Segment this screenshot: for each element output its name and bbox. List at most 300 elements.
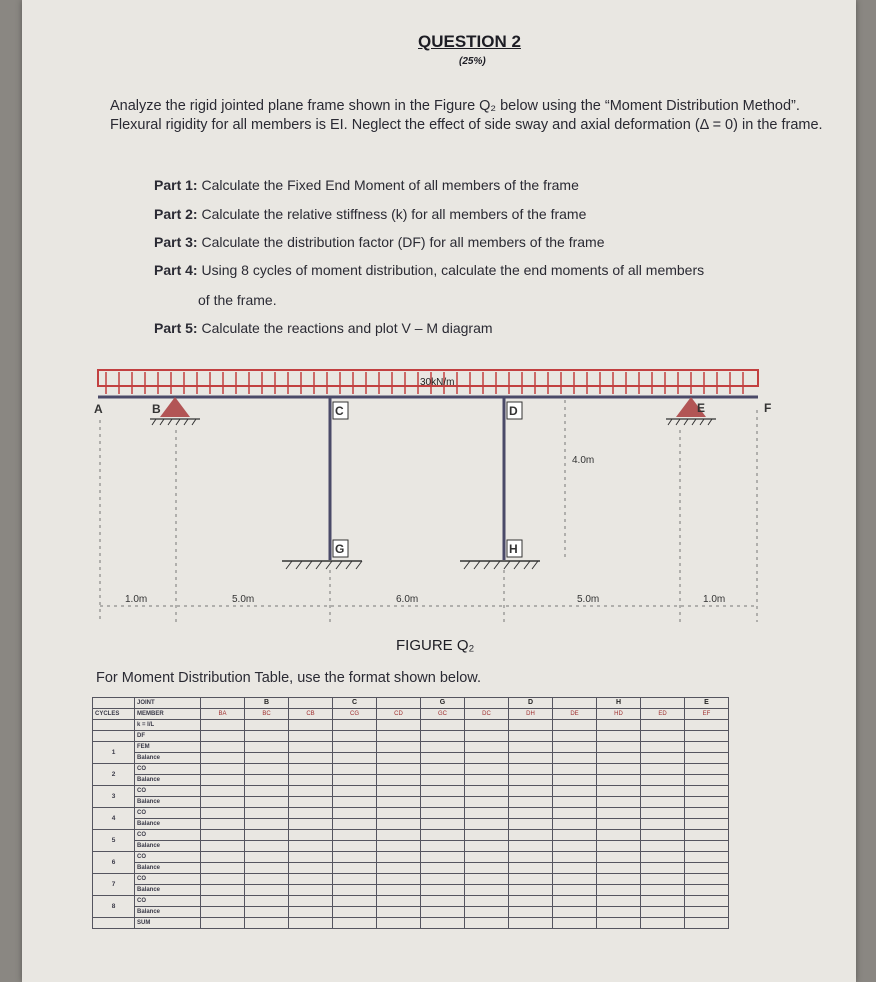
table-cell <box>685 731 729 742</box>
table-cell <box>245 731 289 742</box>
table-cell <box>509 797 553 808</box>
table-cell <box>421 918 465 929</box>
table-cell <box>509 830 553 841</box>
span-label-EF: 1.0m <box>703 594 726 605</box>
table-row-df <box>93 731 729 742</box>
table-cell <box>201 863 245 874</box>
table-row-co <box>93 808 729 819</box>
table-cell <box>201 775 245 786</box>
table-cell <box>201 896 245 907</box>
table-row-balance <box>93 775 729 786</box>
co-label: CO <box>135 874 201 885</box>
part-2-text: Calculate the relative stiffness (k) for all members of the frame <box>197 206 587 222</box>
table-cell <box>333 720 377 731</box>
load-label: 30kN/m <box>420 377 455 388</box>
table-cell <box>597 764 641 775</box>
table-cell <box>333 863 377 874</box>
table-cell <box>201 753 245 764</box>
table-cell <box>201 742 245 753</box>
table-cell <box>465 830 509 841</box>
table-cell <box>685 808 729 819</box>
table-cell <box>245 775 289 786</box>
table-cell <box>377 874 421 885</box>
table-cell <box>245 797 289 808</box>
node-label-D: D <box>509 404 518 418</box>
table-cell <box>641 753 685 764</box>
table-cell <box>333 907 377 918</box>
table-cell <box>641 797 685 808</box>
balance-label: Balance <box>135 775 201 786</box>
table-cell <box>685 742 729 753</box>
table-cell <box>465 775 509 786</box>
table-cell <box>509 786 553 797</box>
table-cell <box>553 841 597 852</box>
table-cell <box>465 720 509 731</box>
part-1-label: Part 1: <box>154 177 198 193</box>
table-cell <box>333 775 377 786</box>
part-2-label: Part 2: <box>154 206 198 222</box>
table-cell <box>333 918 377 929</box>
table-cell <box>641 896 685 907</box>
table-cell <box>245 874 289 885</box>
balance-label: Balance <box>135 885 201 896</box>
table-cell <box>685 841 729 852</box>
table-cell <box>597 797 641 808</box>
table-cell <box>333 852 377 863</box>
table-cell <box>597 786 641 797</box>
table-cell <box>421 753 465 764</box>
table-cell <box>509 896 553 907</box>
table-cell <box>289 753 333 764</box>
member-cell: DE <box>553 709 597 720</box>
k-label: k = I/L <box>135 720 201 731</box>
table-cell <box>289 874 333 885</box>
balance-label: Balance <box>135 863 201 874</box>
table-cell <box>245 819 289 830</box>
table-cell <box>289 841 333 852</box>
table-cell <box>421 808 465 819</box>
question-marks: (25%) <box>459 56 486 67</box>
table-cell <box>289 819 333 830</box>
balance-label: Balance <box>135 797 201 808</box>
table-cell <box>201 797 245 808</box>
distributed-load <box>98 370 758 394</box>
table-cell <box>641 907 685 918</box>
node-label-F: F <box>764 401 772 415</box>
table-cell <box>685 786 729 797</box>
co-label: CO <box>135 830 201 841</box>
table-cell <box>553 698 597 709</box>
dimension-guides <box>100 400 757 622</box>
table-cell <box>465 863 509 874</box>
table-cell <box>641 841 685 852</box>
table-cell <box>421 907 465 918</box>
table-cell <box>641 720 685 731</box>
table-row-co <box>93 786 729 797</box>
table-row-sum <box>93 918 729 929</box>
table-cell <box>509 753 553 764</box>
table-cell <box>289 698 333 709</box>
table-cell <box>421 863 465 874</box>
table-cell <box>93 918 135 929</box>
table-cell <box>685 830 729 841</box>
table-cell <box>465 808 509 819</box>
table-cell <box>685 797 729 808</box>
table-cell <box>377 819 421 830</box>
cycle-number: 8 <box>93 896 135 918</box>
intro-paragraph: Analyze the rigid jointed plane frame shown in the Figure Q₂ below using the “Moment Distribution Method”. Flexural rigidity for all members is EI. Neglect the effect of side sway and axial deformation (Δ = 0) in the frame. <box>110 98 823 133</box>
member-cell: BC <box>245 709 289 720</box>
member-cell: CB <box>289 709 333 720</box>
table-cell <box>597 852 641 863</box>
table-cell <box>509 731 553 742</box>
table-cell <box>685 852 729 863</box>
table-cell <box>465 841 509 852</box>
table-cell <box>685 753 729 764</box>
joint-cell: G <box>421 698 465 709</box>
table-cell <box>289 863 333 874</box>
table-cell <box>201 830 245 841</box>
table-cell <box>421 896 465 907</box>
table-cell <box>641 764 685 775</box>
span-label-DE: 5.0m <box>577 594 600 605</box>
cycles-header-blank <box>93 698 135 709</box>
table-cell <box>377 907 421 918</box>
table-cell <box>641 885 685 896</box>
table-cell <box>289 852 333 863</box>
table-cell <box>641 874 685 885</box>
table-cell <box>201 885 245 896</box>
table-cell <box>553 907 597 918</box>
table-cell <box>553 830 597 841</box>
table-cell <box>201 819 245 830</box>
table-cell <box>597 918 641 929</box>
table-cell <box>421 830 465 841</box>
table-cell <box>377 808 421 819</box>
table-cell <box>289 786 333 797</box>
table-cell <box>685 819 729 830</box>
table-cell <box>465 753 509 764</box>
table-cell <box>245 907 289 918</box>
table-cell <box>333 764 377 775</box>
part-1-text: Calculate the Fixed End Moment of all members of the frame <box>197 177 579 193</box>
table-cell <box>509 764 553 775</box>
table-cell <box>465 731 509 742</box>
member-cell: ED <box>641 709 685 720</box>
table-cell <box>597 731 641 742</box>
table-cell <box>641 830 685 841</box>
table-cell <box>685 907 729 918</box>
node-label-E: E <box>697 401 706 415</box>
table-cell <box>465 852 509 863</box>
table-cell <box>377 764 421 775</box>
table-cell <box>201 731 245 742</box>
table-cell <box>289 885 333 896</box>
table-cell <box>509 852 553 863</box>
span-label-BC: 5.0m <box>232 594 255 605</box>
node-label-A: A <box>94 402 103 416</box>
table-cell <box>597 874 641 885</box>
table-cell <box>553 918 597 929</box>
member-cell: HD <box>597 709 641 720</box>
table-cell <box>553 852 597 863</box>
table-cell <box>685 775 729 786</box>
table-cell <box>421 797 465 808</box>
table-cell <box>333 808 377 819</box>
table-row-k <box>93 720 729 731</box>
table-cell <box>245 808 289 819</box>
part-4-text: Using 8 cycles of moment distribution, calculate the end moments of all members <box>197 262 705 278</box>
table-cell <box>289 907 333 918</box>
table-note: For Moment Distribution Table, use the format shown below. <box>96 670 481 686</box>
table-cell <box>333 753 377 764</box>
table-cell <box>201 808 245 819</box>
table-cell <box>465 885 509 896</box>
table-row-co <box>93 852 729 863</box>
table-cell <box>245 852 289 863</box>
table-cell <box>509 742 553 753</box>
part-3-label: Part 3: <box>154 234 198 250</box>
table-cell <box>289 808 333 819</box>
table-cell <box>509 885 553 896</box>
joint-cell: C <box>333 698 377 709</box>
part-4-continuation: of the frame. <box>198 292 277 308</box>
pin-support-E <box>666 397 716 425</box>
table-cell <box>641 698 685 709</box>
node-label-H: H <box>509 542 518 556</box>
joint-cell: E <box>685 698 729 709</box>
table-cell <box>553 896 597 907</box>
member-cell: GC <box>421 709 465 720</box>
table-cell <box>421 764 465 775</box>
table-row-member <box>93 709 729 720</box>
table-cell <box>377 896 421 907</box>
table-cell <box>377 830 421 841</box>
table-cell <box>509 775 553 786</box>
balance-label: Balance <box>135 819 201 830</box>
table-cell <box>597 841 641 852</box>
table-cell <box>377 786 421 797</box>
table-cell <box>597 896 641 907</box>
fem-label: FEM <box>135 742 201 753</box>
table-cell <box>333 819 377 830</box>
df-label: DF <box>135 731 201 742</box>
table-row-fem <box>93 742 729 753</box>
table-cell <box>509 863 553 874</box>
part-4-label: Part 4: <box>154 262 198 278</box>
table-cell <box>201 874 245 885</box>
table-cell <box>421 841 465 852</box>
table-cell <box>597 863 641 874</box>
table-cell <box>465 786 509 797</box>
table-cell <box>377 885 421 896</box>
table-cell <box>641 918 685 929</box>
table-cell <box>421 720 465 731</box>
table-cell <box>641 786 685 797</box>
table-cell <box>509 808 553 819</box>
table-cell <box>333 786 377 797</box>
table-cell <box>377 698 421 709</box>
table-cell <box>377 731 421 742</box>
table-cell <box>509 874 553 885</box>
span-label-CD: 6.0m <box>396 594 419 605</box>
table-cell <box>553 808 597 819</box>
table-cell <box>245 742 289 753</box>
table-cell <box>377 841 421 852</box>
co-label: CO <box>135 786 201 797</box>
table-cell <box>245 841 289 852</box>
table-cell <box>421 874 465 885</box>
table-row-co <box>93 874 729 885</box>
table-cell <box>245 764 289 775</box>
table-cell <box>377 863 421 874</box>
table-cell <box>465 907 509 918</box>
balance-label: Balance <box>135 753 201 764</box>
table-cell <box>553 885 597 896</box>
member-cell: CD <box>377 709 421 720</box>
co-label: CO <box>135 852 201 863</box>
table-cell <box>201 698 245 709</box>
table-cell <box>333 874 377 885</box>
table-cell <box>333 896 377 907</box>
table-row-balance <box>93 863 729 874</box>
table-cell <box>465 819 509 830</box>
member-cell: CG <box>333 709 377 720</box>
table-cell <box>245 896 289 907</box>
table-cell <box>597 720 641 731</box>
table-cell <box>421 786 465 797</box>
table-cell <box>289 775 333 786</box>
sum-label: SUM <box>135 918 201 929</box>
column-height-label: 4.0m <box>572 455 595 466</box>
table-cell <box>93 731 135 742</box>
table-cell <box>421 852 465 863</box>
part-5-text: Calculate the reactions and plot V – M diagram <box>197 320 493 336</box>
co-label: CO <box>135 764 201 775</box>
table-cell <box>553 731 597 742</box>
table-row-balance <box>93 753 729 764</box>
table-cell <box>465 896 509 907</box>
table-cell <box>421 819 465 830</box>
table-cell <box>289 764 333 775</box>
cycle-number: 7 <box>93 874 135 896</box>
table-cell <box>201 918 245 929</box>
table-cell <box>685 918 729 929</box>
table-cell <box>465 698 509 709</box>
table-cell <box>465 918 509 929</box>
table-cell <box>553 742 597 753</box>
table-cell <box>333 830 377 841</box>
node-label-G: G <box>335 542 345 556</box>
table-cell <box>597 775 641 786</box>
co-label: CO <box>135 896 201 907</box>
table-row-co <box>93 830 729 841</box>
table-cell <box>377 742 421 753</box>
table-cell <box>377 852 421 863</box>
table-row-co <box>93 896 729 907</box>
cycles-label: CYCLES <box>93 709 135 720</box>
table-cell <box>553 753 597 764</box>
table-cell <box>641 775 685 786</box>
table-cell <box>597 885 641 896</box>
table-cell <box>245 720 289 731</box>
table-cell <box>421 885 465 896</box>
table-cell <box>553 786 597 797</box>
table-cell <box>553 819 597 830</box>
balance-label: Balance <box>135 907 201 918</box>
table-cell <box>421 731 465 742</box>
joint-cell: H <box>597 698 641 709</box>
fixed-support-G <box>282 561 362 569</box>
table-cell <box>685 885 729 896</box>
part-5-label: Part 5: <box>154 320 198 336</box>
moment-distribution-table <box>92 697 729 929</box>
balance-label: Balance <box>135 841 201 852</box>
table-cell <box>509 720 553 731</box>
member-cell: EF <box>685 709 729 720</box>
table-row-joint <box>93 698 729 709</box>
table-cell <box>553 874 597 885</box>
fixed-support-H <box>460 561 540 569</box>
table-cell <box>289 731 333 742</box>
table-cell <box>245 830 289 841</box>
table-cell <box>465 797 509 808</box>
table-cell <box>289 797 333 808</box>
table-cell <box>465 764 509 775</box>
table-cell <box>509 918 553 929</box>
member-label: MEMBER <box>135 709 201 720</box>
table-cell <box>377 918 421 929</box>
table-cell <box>685 874 729 885</box>
table-cell <box>377 775 421 786</box>
table-cell <box>421 775 465 786</box>
table-cell <box>553 863 597 874</box>
joint-cell: B <box>245 698 289 709</box>
table-cell <box>421 742 465 753</box>
table-row-balance <box>93 907 729 918</box>
table-cell <box>93 720 135 731</box>
table-cell <box>685 863 729 874</box>
table-cell <box>377 720 421 731</box>
joint-label: JOINT <box>135 698 201 709</box>
member-cell: DC <box>465 709 509 720</box>
table-cell <box>245 753 289 764</box>
table-cell <box>333 797 377 808</box>
table-cell <box>597 907 641 918</box>
table-cell <box>333 841 377 852</box>
table-cell <box>641 742 685 753</box>
part-3-text: Calculate the distribution factor (DF) for all members of the frame <box>197 234 605 250</box>
table-cell <box>201 786 245 797</box>
member-cell: DH <box>509 709 553 720</box>
table-cell <box>289 896 333 907</box>
figure-caption: FIGURE Q₂ <box>396 637 475 654</box>
table-cell <box>685 896 729 907</box>
cycle-number: 1 <box>93 742 135 764</box>
table-cell <box>245 885 289 896</box>
table-cell <box>641 852 685 863</box>
table-cell <box>685 764 729 775</box>
table-cell <box>641 808 685 819</box>
node-label-B: B <box>152 402 161 416</box>
table-cell <box>641 819 685 830</box>
table-cell <box>553 720 597 731</box>
table-cell <box>465 742 509 753</box>
table-cell <box>245 863 289 874</box>
co-label: CO <box>135 808 201 819</box>
table-cell <box>245 786 289 797</box>
cycle-number: 5 <box>93 830 135 852</box>
